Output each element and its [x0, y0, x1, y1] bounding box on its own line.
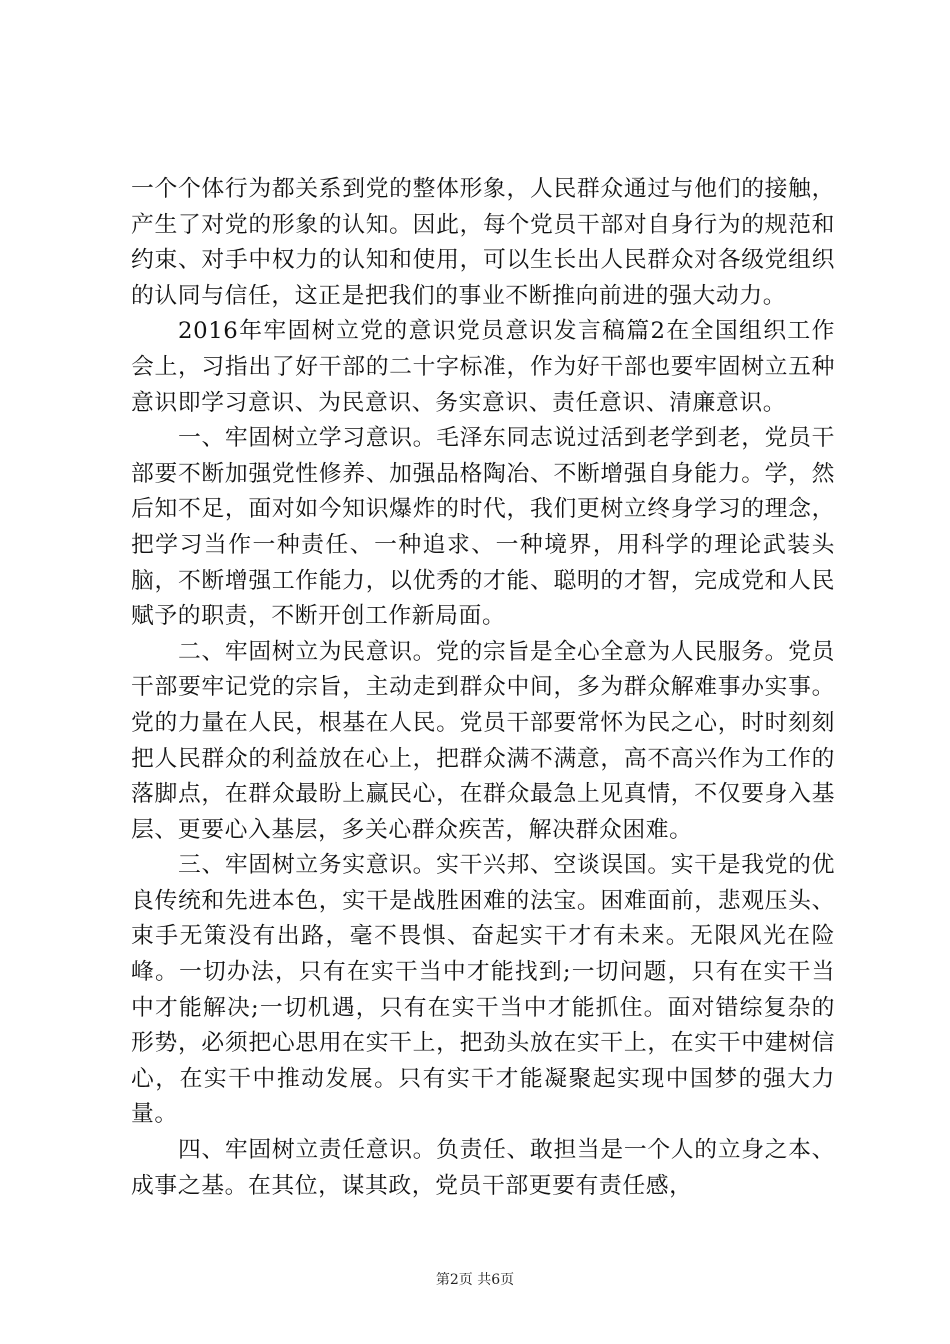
- paragraph-3: 一、牢固树立学习意识。毛泽东同志说过活到老学到老，党员干部要不断加强党性修养、加强品格陶冶、不断增强自身能力。学，然后知不足，面对如今知识爆炸的时代，我们更树立终身学习的理念，把学习当作一种责任、一种追求、一种境界，用科学的理论武装头脑，不断增强工作能力，以优秀的才能、聪明的才智，完成党和人民赋予的职责，不断开创工作新局面。: [131, 425, 835, 630]
- page-number-footer: 第2页 共6页: [435, 1272, 515, 1288]
- paragraph-5: 三、牢固树立务实意识。实干兴邦、空谈误国。实干是我党的优良传统和先进本色，实干是战胜困难的法宝。困难面前，悲观压头、束手无策没有出路，毫不畏惧、奋起实干才有未来。无限风光在险峰。一切办法，只有在实干当中才能找到;一切问题，只有在实干当中才能解决;一切机遇，只有在实干当中才能抓住。面对错综复杂的形势，必须把心思用在实干上，把劲头放在实干上，在实干中建树信心，在实干中推动发展。只有实干才能凝聚起实现中国梦的强大力量。: [131, 852, 835, 1128]
- paragraph-2: 2016年牢固树立党的意识党员意识发言稿篇2在全国组织工作会上，习指出了好干部的二十字标准，作为好干部也要牢固树立五种意识即学习意识、为民意识、务实意识、责任意识、清廉意识。: [131, 318, 835, 416]
- paragraph-6: 四、牢固树立责任意识。负责任、敢担当是一个人的立身之本、成事之基。在其位，谋其政，党员干部更要有责任感，: [131, 1137, 835, 1199]
- paragraph-1: 一个个体行为都关系到党的整体形象，人民群众通过与他们的接触，产生了对党的形象的认知。因此，每个党员干部对自身行为的规范和约束、对手中权力的认知和使用，可以生长出人民群众对各级党组织的认同与信任，这正是把我们的事业不断推向前进的强大动力。: [131, 176, 835, 309]
- document-body: [131, 172, 835, 1204]
- paragraph-4: 二、牢固树立为民意识。党的宗旨是全心全意为人民服务。党员干部要牢记党的宗旨，主动走到群众中间，多为群众解难事办实事。党的力量在人民，根基在人民。党员干部要常怀为民之心，时时刻刻把人民群众的利益放在心上，把群众满不满意，高不高兴作为工作的落脚点，在群众最盼上赢民心，在群众最急上见真情，不仅要身入基层、更要心入基层，多关心群众疾苦，解决群众困难。: [131, 638, 835, 843]
